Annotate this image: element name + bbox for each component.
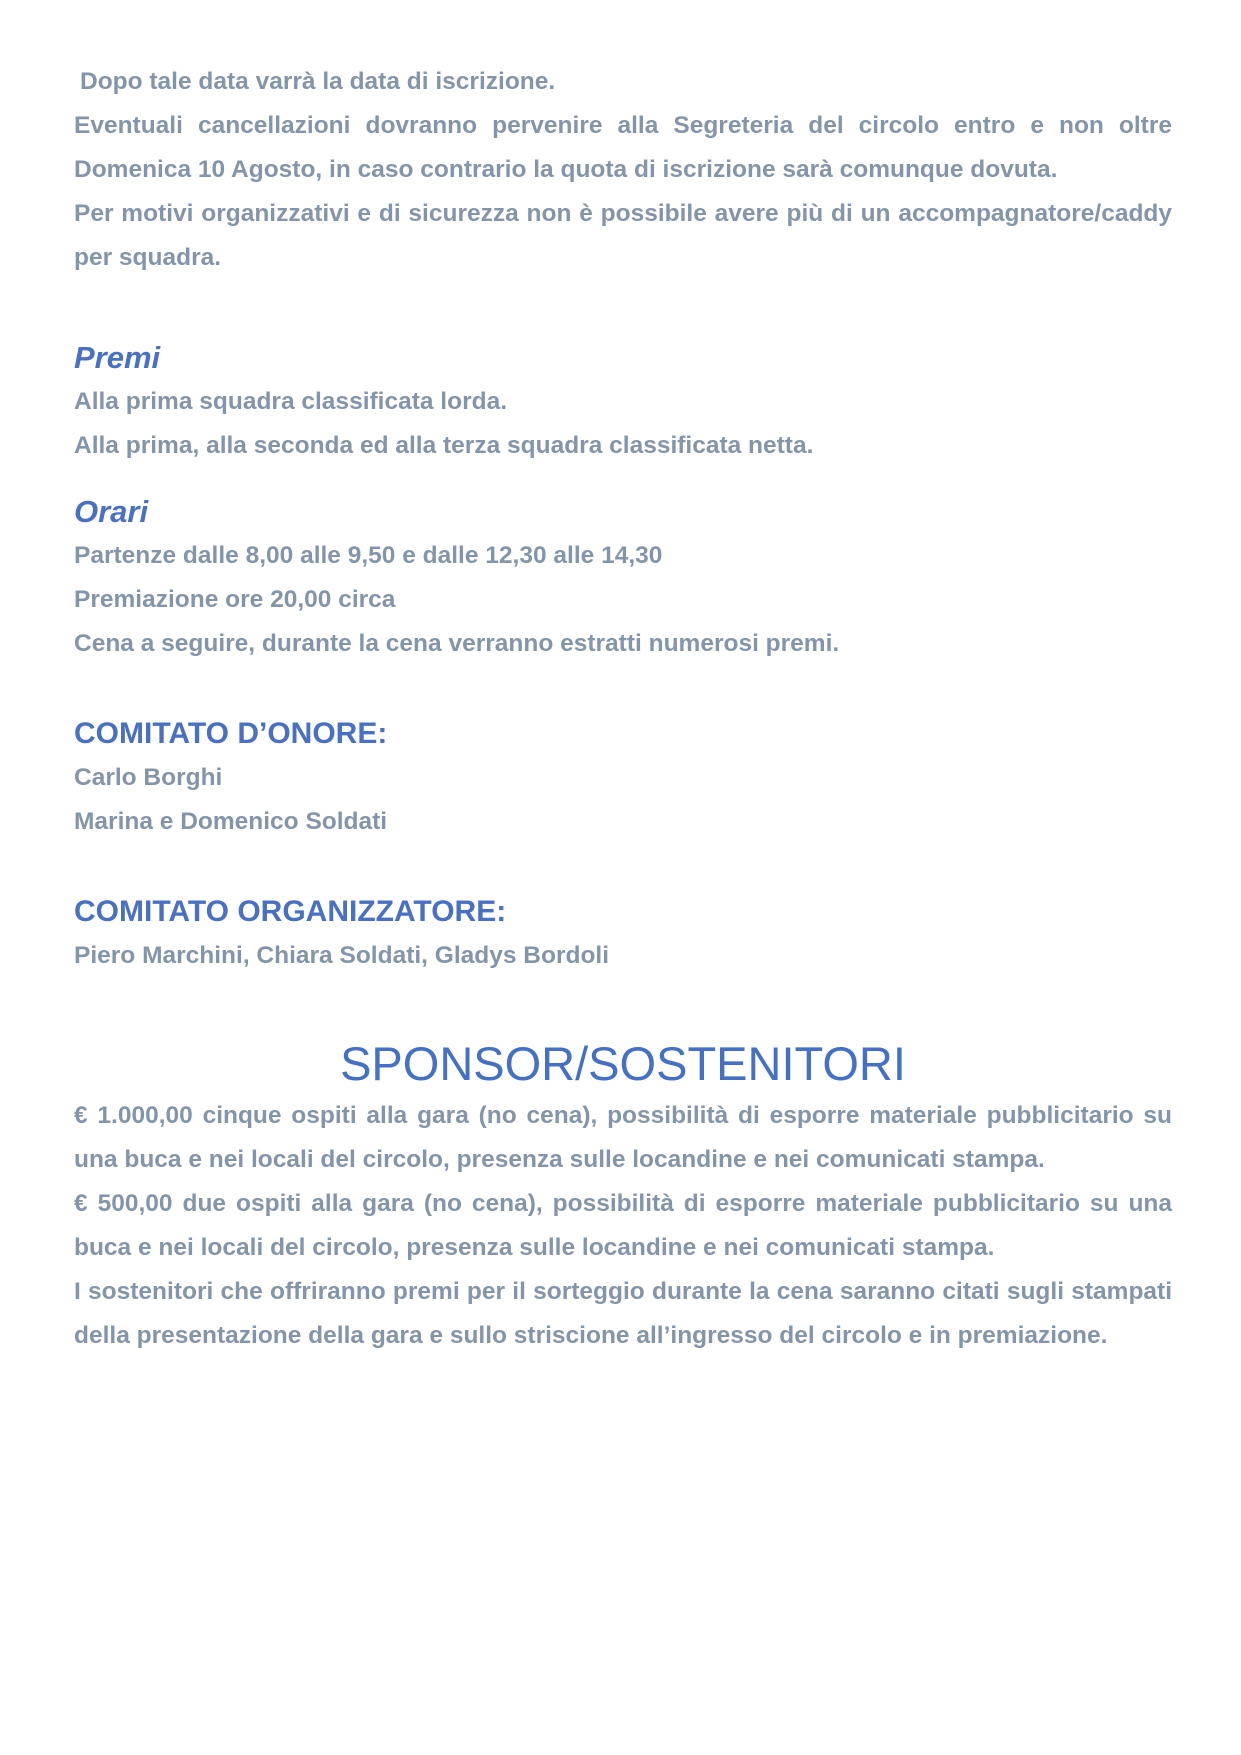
sponsor-tier-500: € 500,00 due ospiti alla gara (no cena), possibilità di esporre materiale pubblicitario su una buca e nei locali del circolo, presenza sulle locandine e nei comunicati stampa. [74, 1190, 1172, 1261]
orari-line: Cena a seguire, durante la cena verranno estratti numerosi premi. [74, 630, 840, 657]
intro-cancellation-paragraph: Eventuali cancellazioni dovranno pervenire alla Segreteria del circolo entro e non oltre Domenica 10 Agosto, in caso contrario la quota di iscrizione sarà comunque dovuta. [74, 112, 1172, 183]
document-page [74, 60, 1172, 1358]
orari-line: Premiazione ore 20,00 circa [74, 586, 396, 613]
intro-line: Dopo tale data varrà la data di iscrizione. [80, 68, 556, 95]
spacer [74, 280, 1172, 336]
comitato-organizzatore-heading: COMITATO ORGANIZZATORE: [74, 895, 507, 928]
premi-line: Alla prima squadra classificata lorda. [74, 388, 508, 415]
spacer [74, 666, 1172, 712]
orari-line: Partenze dalle 8,00 alle 9,50 e dalle 12,30 alle 14,30 [74, 542, 663, 569]
spacer [74, 468, 1172, 490]
comitato-onore-member: Marina e Domenico Soldati [74, 808, 388, 835]
comitato-onore-member: Carlo Borghi [74, 764, 223, 791]
intro-caddy-paragraph: Per motivi organizzativi e di sicurezza non è possibile avere più di un accompagnatore/caddy per squadra. [74, 200, 1172, 271]
sponsor-tier-1000: € 1.000,00 cinque ospiti alla gara (no cena), possibilità di esporre materiale pubblicitario su una buca e nei locali del circolo, presenza sulle locandine e nei comunicati stampa. [74, 1102, 1172, 1173]
spacer [74, 844, 1172, 890]
sponsor-title: SPONSOR/SOSTENITORI [340, 1037, 906, 1090]
orari-heading: Orari [74, 494, 149, 529]
premi-line: Alla prima, alla seconda ed alla terza squadra classificata netta. [74, 432, 814, 459]
comitato-organizzatore-members: Piero Marchini, Chiara Soldati, Gladys Bordoli [74, 942, 610, 969]
premi-heading: Premi [74, 340, 161, 375]
sponsor-supporters-paragraph: I sostenitori che offriranno premi per il sorteggio durante la cena saranno citati sugli stampati della presentazione della gara e sullo striscione all’ingresso del circolo e in premiazione. [74, 1278, 1172, 1349]
comitato-onore-heading: COMITATO D’ONORE: [74, 717, 388, 750]
spacer [74, 978, 1172, 1034]
